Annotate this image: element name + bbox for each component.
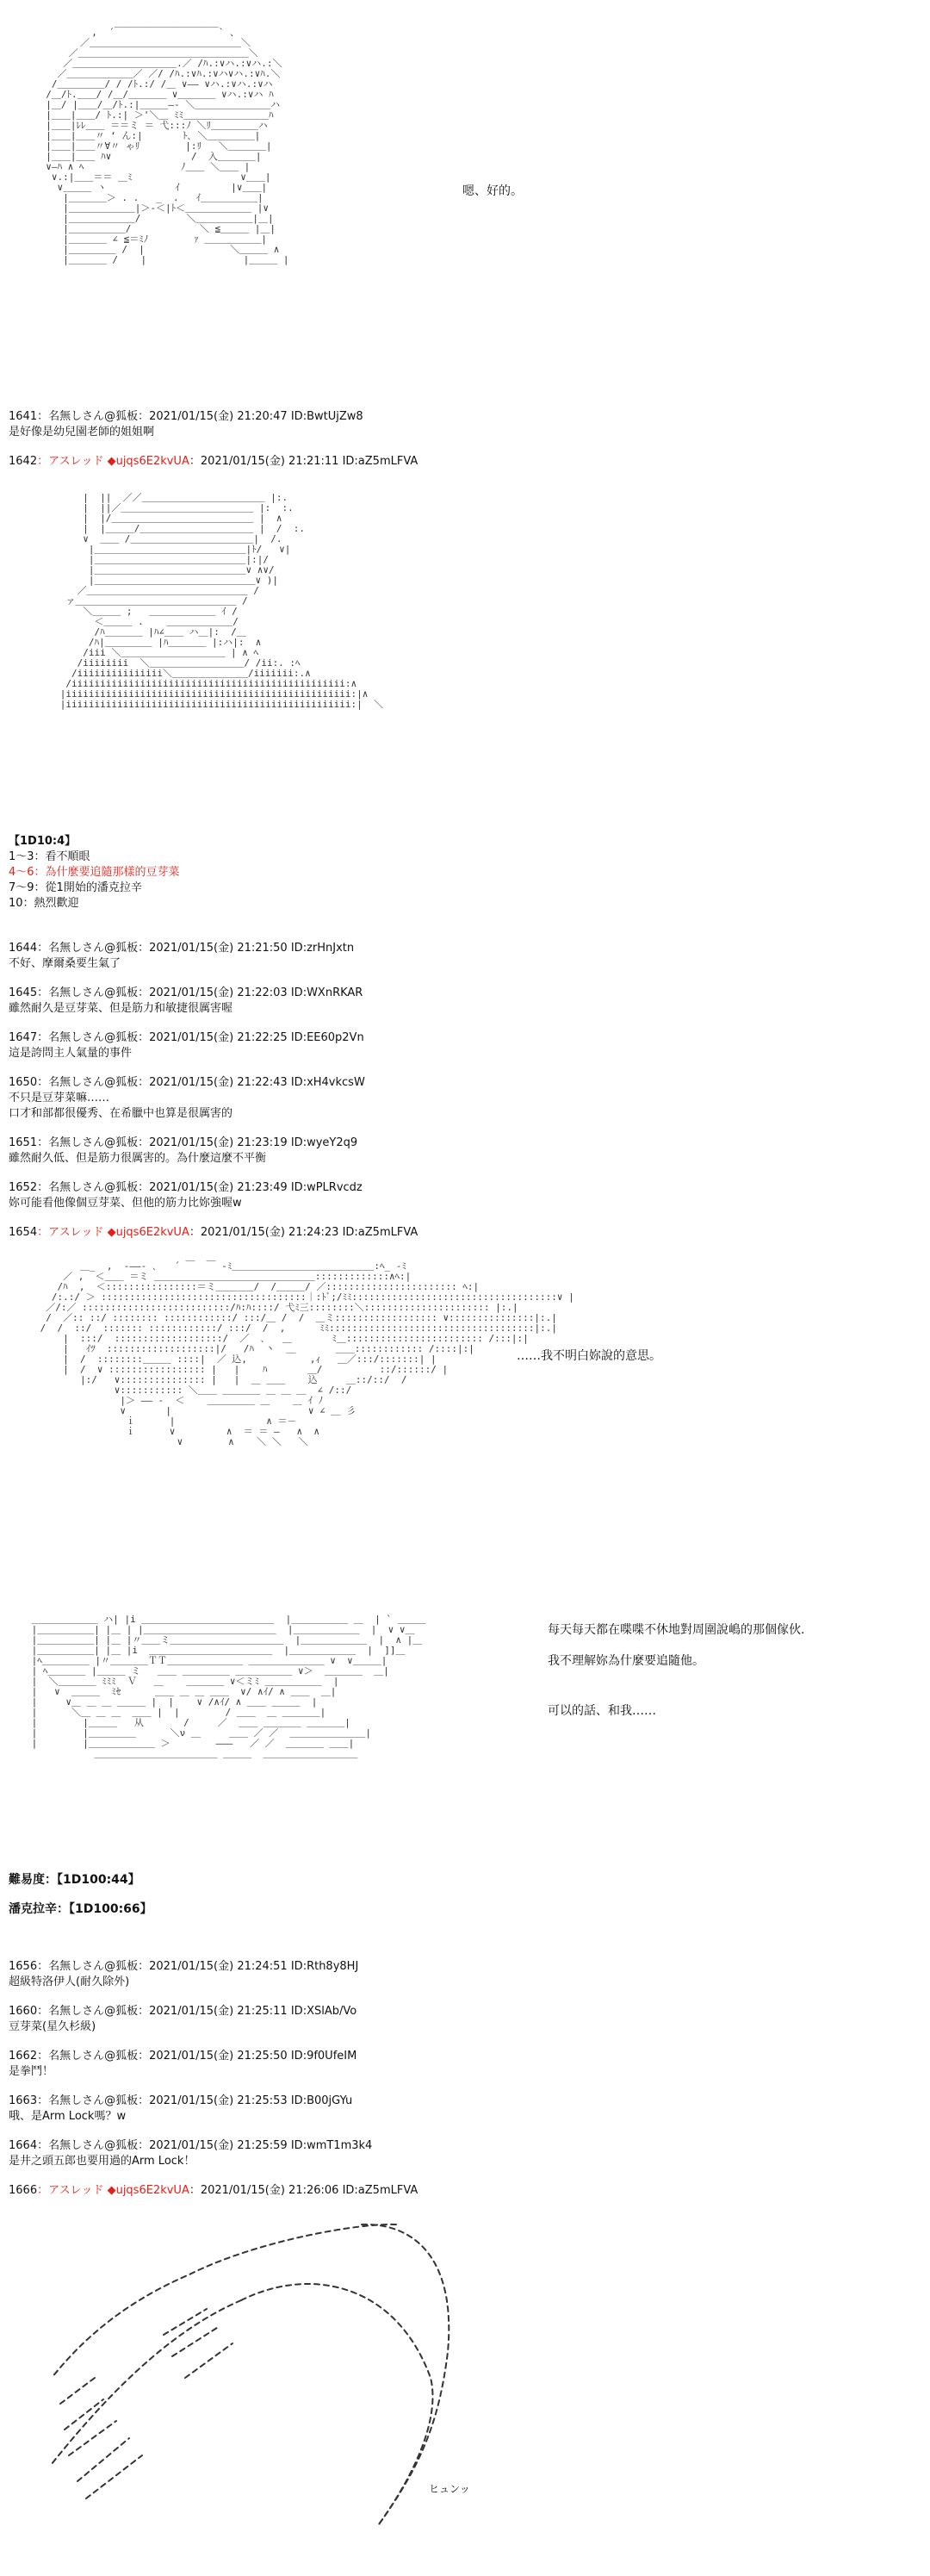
speech-dont-get-why: 我不理解妳為什麼要追隨他。 [548, 1654, 704, 1668]
post-header: 1650：名無しさん@狐板：2021/01/15(金) 21:22:43 ID:xH4vkcsW [9, 1076, 365, 1089]
post-body: 妳可能看他像個豆芽菜、但他的筋力比妳強喔w [9, 1197, 242, 1210]
swoosh-stroke-lower [52, 2300, 241, 2464]
ascii-art-girl-1: , ´￣￣￣￣￣￣￣￣￣￣￣` 、 ／＿＿＿＿＿＿＿＿＿＿＿＿＿＿＿＿＼ ／＿＿＿＿＿＿＿＿＿＿＿＿＿＿＿＿＿＿＼ ／＿＿＿＿＿＿＿＿＿＿＿.／ /ﾊ.:∨ハ.:∨ハ.:＼ ／＿＿＿＿＿＿＿／ ／/ /ﾊ.:∨ﾊ.:∨ハ∨ハ.:∨ﾊ.＼ /＿＿＿＿＿/ / /ﾄ.:/ /＿ ∨―― ∨ハ.:∨ハ.:∨ハ /＿/ﾄ.＿＿/ /＿/＿＿＿＿ ∨＿＿＿＿ ∨ハ.:∨ハ ﾊ |＿/ |＿＿/＿/ﾄ.:|＿＿＿―‐ ＼＿＿＿＿＿＿＿＿ハ |＿＿|＿＿/ ﾄ.:| ＞'＼＿ ﾐﾐ＿＿＿＿＿＿＿＿＿ﾊ |＿＿|ﾚﾚ＿＿ ＝＝ミ ＝ 弋:::ﾉ ＼ﾘ＿＿＿＿＿ハ |＿＿|＿＿〃 ‘ ん:| ﾄ､ ＼＿＿＿＿＿| |＿＿|＿＿〃∀〃 ゃﾘ |:ﾘ ＼＿＿＿＿| |＿＿|＿＿ ﾊ∨ / 入＿＿＿＿| ∨―ﾊ ∧ ﾍ ﾉ＿＿ ＼＿＿ | ∨.:|＿＿＝＝ ＿ﾐ ∨＿＿| ∨＿＿＿ ヽ ｲ |∨＿＿| |＿＿＿＿＞ . . _ . ｲ＿＿＿＿＿＿| |＿＿＿＿＿＿＿|＞-＜|ﾄ＜＿＿＿＿＿＿＿ |∨ |＿＿＿＿＿＿＿/ ＼＿＿＿＿＿＿|＿| |＿＿＿＿＿＿/ ＼ ≦＿＿＿ |＿| |＿＿＿＿ ∠ ≦＝ﾐﾉ ｧ ＿＿＿＿＿＿| |＿＿＿＿＿ / | ＼＿＿＿ ∧ |＿＿＿＿ / | |＿＿＿ | [46, 27, 289, 265]
sfx-hyun: ヒュンッ [429, 2483, 470, 2495]
speech-okay: 嗯、好的。 [462, 184, 523, 198]
post-header: 1645：名無しさん@狐板：2021/01/15(金) 21:22:03 ID:WXnRKAR [9, 986, 363, 999]
pankration-roll: 潘克拉辛：【1D100:66】 [9, 1902, 152, 1916]
post-body: 是拳鬥！ [9, 2065, 54, 2078]
dice-row: 7～9：從1開始的潘克拉辛 [9, 881, 142, 894]
swoosh-stroke-inner [241, 2284, 433, 2524]
speech-every-day: 每天每天都在喋喋不休地對周圍說嶋的那個傢伙. [548, 1623, 805, 1637]
post-header: 1644：名無しさん@狐板：2021/01/15(金) 21:21:50 ID:zrHnJxtn [9, 942, 355, 955]
ascii-art-girl-3: ＿_ , ‐――- ､ ´ ￣ ￣ -ﾐ＿＿＿＿＿＿＿＿＿＿＿＿＿＿＿:ﾍ_ -ﾐ ／ , ＜＿＿ ＝ミ ＿＿＿＿＿＿＿＿＿＿＿＿＿＿＿＿＿:::::::::::::∧ﾍ:| /ﾊ , ＜::::::::::::::::＝ミ＿＿＿＿/ /＿＿＿/ ／::::::::::::::::::::::: ﾍ:| /:.:/ ＞ ::::::::::::::::::::::::::::::::::::｜:ﾄﾞ;/ﾐﾐ::::::::::::::::::::::::::::::::::::∨ | ／/:／ ::::::::::::::::::::::::::/ﾊ:ﾊ::::/ 弋ﾐ三::::::::＼:::::::::::::::::::::: |:.| / ／:: ::/ :::::::: ::::::::::::/ :::/＿ / / ＿ミ:::::::::::::::::: ∨:::::::::::::::|:.| / / ::/ ::::::: ::::::::::::/ :::/ / , ﾐﾐ::::::::::::::::::::::::::::::::::::|:.| | :::/ :::::::::::::::::::/ ／ ､ ＿ ﾐ＿:::::::::::::::::::::::: /:::|:| | ｲﾂ :::::::::::::::::::|/ /ﾊ 丶 ＿ ＿＿:::::::::::: /::::|:| | / ::::::::＿＿＿ ::::| ／ 込, ,ｨ ＿／:::/:::::::| | | / ∨ ::::::::::::::::: | | ﾊ ＿/ ::/::::::/ | |:/ ∨::::::::::::::: | | ＿ ＿＿ 込 ＿::/::/ / ∨::::::::::: ＼＿＿ ＿＿＿＿ ＿ ＿ ＿ ∠ /::/ |＞ ―― ‐ ＜ ＿＿＿＿＿ ＿ ＿ ｲ ﾉ ∨ | ∨ ∠ ＿ 彡 ｉ | ∧ ＝－ ｉ ∨ ∧ ＝ ＝ ― ∧ ∧ ∨ ∧ ＼ ＼ ＼ [40, 1260, 574, 1447]
post-header: 1641：名無しさん@狐板：2021/01/15(金) 21:20:47 ID:BwtUjZw8 [9, 410, 363, 423]
post-body: 雖然耐久是豆芽菜、但是筋力和敏捷很厲害喔 [9, 1002, 233, 1015]
post-header-op: 1654：アスレッド ◆ujqs6E2kvUA：2021/01/15(金) 21:24:23 ID:aZ5mLFVA [9, 1226, 418, 1239]
ascii-art-girl-2: | || ／／＿＿＿＿＿＿＿＿＿＿＿＿＿ |:. | ||／＿＿＿＿＿＿＿＿＿＿＿＿＿＿ |: :. | |/＿＿＿＿＿＿＿＿＿＿＿＿＿＿＿ | ∧ | |＿＿＿/＿＿＿＿＿＿＿＿＿＿＿＿ | / :. ∨ ＿＿ /＿＿＿＿＿＿＿＿＿＿＿＿＿| /. |＿＿＿＿＿＿＿＿＿＿＿＿＿＿＿＿|ﾄ/ ∨| |＿＿＿＿＿＿＿＿＿＿＿＿＿＿＿＿|:|/ |＿＿＿＿＿＿＿＿＿＿＿＿＿＿＿＿∨ ∧∨/ |＿＿＿＿＿＿＿＿＿＿＿＿＿＿＿＿＿∨ )| ／＿＿＿＿＿＿＿＿＿＿＿＿＿＿＿＿＿ / ァ＿＿＿＿＿＿＿＿＿＿＿＿＿＿＿＿＿ / ＼＿＿＿ ; ＿＿＿＿＿＿＿ ｲ / ＜＿＿＿ . ＿＿＿＿＿＿＿/ /ﾊ＿＿＿＿ |ﾊ∠＿＿ ハ＿|: /＿ /ﾊ|＿＿＿＿＿ |ﾊ＿＿＿＿ |:ハ|: ∧ /iii ＼＿＿＿＿＿＿＿＿＿＿＿ | ∧ ﾍ /iiiiiiii ＼＿＿＿＿＿＿＿＿＿＿/ /ii:. :ﾍ /iiiiiiiiiiiiiii＼＿＿＿＿＿＿＿＿/iiiiiii:.∧ /iiiiiiiiiiiiiiiiiiiiiiiiiiiiiiiiiiiiiiiiiiiiiiii:∧ |iiiiiiiiiiiiiiiiiiiiiiiiiiiiiiiiiiiiiiiiiiiiiiiiii:|∧ |iiiiiiiiiiiiiiiiiiiiiiiiiiiiiiiiiiiiiiiiiiiiiiiiii:| ＼ [59, 492, 383, 710]
post-body: 是好像是幼兒園老師的姐姐啊 [9, 426, 155, 439]
post-header: 1660：名無しさん@狐板：2021/01/15(金) 21:25:11 ID:XSlAb/Vo [9, 2005, 357, 2018]
dice-row-selected: 4～6：為什麼要追隨那樣的豆芽菜 [9, 866, 180, 879]
post-header: 1651：名無しさん@狐板：2021/01/15(金) 21:23:19 ID:wyeY2q9 [9, 1136, 358, 1149]
post-header-op: 1642：アスレッド ◆ujqs6E2kvUA：2021/01/15(金) 21:21:11 ID:aZ5mLFVA [9, 455, 418, 468]
post-header: 1662：名無しさん@狐板：2021/01/15(金) 21:25:50 ID:9f0UfeIM [9, 2050, 357, 2063]
dice-row: 1～3：看不順眼 [9, 850, 90, 863]
post-body: 是井之頭五郎也要用過的Arm Lock！ [9, 2155, 195, 2168]
post-header: 1652：名無しさん@狐板：2021/01/15(金) 21:23:49 ID:wPLRvcdz [9, 1181, 363, 1194]
ascii-art-boy: ＿＿＿＿＿＿＿ ハ| |i ＿＿＿＿＿＿＿＿＿＿＿＿＿＿ |＿＿＿＿＿＿ ＿ | ` ＿＿＿ |＿＿＿＿＿＿| |＿ | |＿＿＿＿＿＿＿＿＿＿＿＿＿＿ |＿＿＿＿＿＿＿ | ∨ ∨＿ |＿＿＿＿＿＿| |＿ |〃＿＿ミ＿＿＿＿＿＿＿＿＿＿＿＿ |＿＿＿＿＿＿＿ | ∧ |＿ |＿＿＿＿＿＿| |＿ |i ＿＿＿＿＿＿＿＿＿＿＿＿＿ |＿＿＿＿＿＿＿ | ]]＿ |ﾍ＿＿＿＿＿ |〃＿＿＿＿ＴＴ＿＿＿＿＿＿＿＿ ＿＿＿＿＿＿＿＿ ∨ ∨＿＿＿| | ﾍ＿＿＿＿ |＿＿＿ ミ ＿＿ ＿＿＿＿＿ ＿＿＿＿＿＿ ∨＞ ＿＿＿＿ ＿| | ＼＿＿＿＿ ﾐﾐﾐ Ｖ ＿ ＿＿＿＿ ∨＜ミﾐ ＿＿＿＿＿＿ | | ∨ ＿＿＿ ﾐｾ ＿＿ ＿ ＿ ＿＿ ∨/ ∧ｲ/ ∧ ＿＿ ＿| | ∨＿ ＿ ＿ ＿＿＿ | | ∨ /∧ｲ/ ∧ ＿＿ ＿＿＿ | | ＼＿ ＿ ＿ ＿＿ | | / ＿＿ ＿ ＿＿＿＿| | |＿＿＿ 从 / ／ ＿＿ ＿＿＿＿ ＿＿＿＿| | |＿＿＿＿＿ ＼ν ＿ ＿＿ ／ ／ ＿＿＿＿＿＿＿＿| | |＿＿＿＿＿＿＿ ＞ ――― ／ ／ ＿＿＿＿ ＿＿| ＿＿＿＿＿＿＿＿＿＿＿＿＿ ＿＿＿ ＿＿＿＿＿＿＿＿＿＿ [31, 1614, 426, 1759]
speech-with-me: 可以的話、和我…… [548, 1704, 656, 1718]
post-header: 1656：名無しさん@狐板：2021/01/15(金) 21:24:51 ID:Rth8y8HJ [9, 1960, 359, 1973]
post-body: 豆芽菜(星久杉級) [9, 2020, 96, 2033]
post-header: 1647：名無しさん@狐板：2021/01/15(金) 21:22:25 ID:EE60p2Vn [9, 1031, 364, 1044]
difficulty-roll: 難易度：【1D100:44】 [9, 1873, 140, 1887]
post-body: 哦、是Arm Lock嗎？w [9, 2110, 127, 2123]
post-body: 不好、摩爾桑要生氣了 [9, 957, 121, 970]
swoosh-hatch-2 [164, 2309, 232, 2378]
dice-title: 【1D10:4】 [9, 835, 77, 848]
swoosh-stroke-upper [52, 2224, 396, 2378]
swoosh-motion-art [34, 2206, 517, 2550]
post-header-op: 1666：アスレッド ◆ujqs6E2kvUA：2021/01/15(金) 21:26:06 ID:aZ5mLFVA [9, 2184, 418, 2197]
post-body: 超級特洛伊人(耐久除外) [9, 1976, 130, 1988]
post-body: 雖然耐久低、但是筋力很厲害的。為什麼這麼不平衡 [9, 1152, 267, 1165]
post-body: 不只是豆芽菜嘛…… [9, 1092, 110, 1104]
post-body: 這是誇問主人氣量的事件 [9, 1047, 133, 1060]
swoosh-stroke-outer [362, 2224, 449, 2524]
post-header: 1664：名無しさん@狐板：2021/01/15(金) 21:25:59 ID:wmT1m3k4 [9, 2139, 373, 2152]
post-header: 1663：名無しさん@狐板：2021/01/15(金) 21:25:53 ID:B00jGYu [9, 2094, 353, 2107]
post-body: 口才和部都很優秀、在希臘中也算是很厲害的 [9, 1107, 233, 1120]
speech-dont-understand: ……我不明白妳說的意思。 [517, 1349, 661, 1363]
dice-row: 10：熱烈歡迎 [9, 897, 79, 910]
